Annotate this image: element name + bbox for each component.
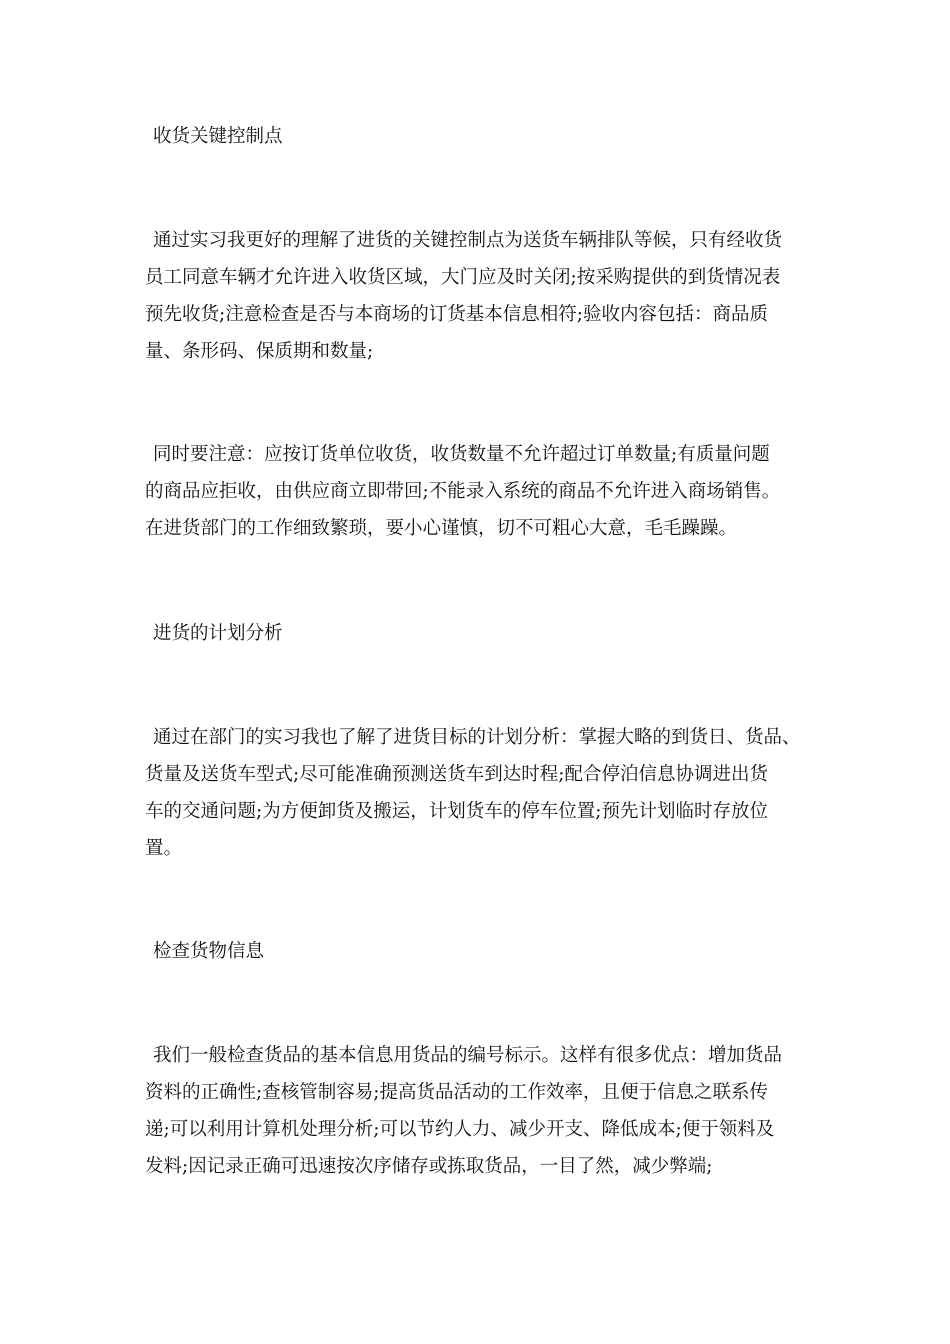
section-heading-inspect-goods-info	[145, 933, 833, 970]
paragraph-line: 员工同意车辆才允许进入收货区域，大门应及时关闭;按采购提供的到货情况表	[145, 267, 781, 288]
paragraph-line: 递;可以利用计算机处理分析;可以节约人力、减少开支、降低成本;便于领料及	[145, 1119, 775, 1140]
paragraph-line: 量、条形码、保质期和数量;	[145, 341, 374, 362]
paragraph-line: 货量及送货车型式;尽可能准确预测送货车到达时程;配合停泊信息协调进出货	[145, 764, 768, 785]
paragraph-receiving-control	[145, 222, 825, 370]
paragraph-line: 预先收货;注意检查是否与本商场的订货基本信息相符;验收内容包括：商品质	[145, 304, 768, 325]
paragraph-line: 在进货部门的工作细致繁琐，要小心谨慎，切不可粗心大意，毛毛躁躁。	[145, 518, 738, 539]
paragraph-line: 发料;因记录正确可迅速按次序储存或拣取货品，一目了然，减少弊端;	[145, 1156, 713, 1177]
paragraph-line: 车的交通问题;为方便卸货及搬运，计划货车的停车位置;预先计划临时存放位	[145, 801, 768, 822]
heading-text: 检查货物信息	[153, 941, 265, 962]
paragraph-line: 通过实习我更好的理解了进货的关键控制点为送货车辆排队等候，只有经收货	[153, 230, 783, 251]
paragraph-line: 同时要注意：应按订货单位收货，收货数量不允许超过订单数量;有质量问题	[153, 444, 770, 465]
paragraph-line: 资料的正确性;查核管制容易;提高货品活动的工作效率，且便于信息之联系传	[145, 1082, 768, 1103]
paragraph-line: 置。	[145, 838, 183, 859]
paragraph-planning-analysis	[145, 719, 825, 867]
paragraph-inspect-goods-info	[145, 1037, 825, 1185]
paragraph-attention-notes	[145, 436, 825, 547]
paragraph-line: 通过在部门的实习我也了解了进货目标的计划分析：掌握大略的到货日、货品、	[153, 727, 801, 748]
section-heading-planning-analysis	[145, 615, 833, 652]
paragraph-line: 我们一般检查货品的基本信息用货品的编号标示。这样有很多优点：增加货品	[153, 1045, 783, 1066]
heading-text: 进货的计划分析	[153, 623, 283, 644]
heading-text: 收货关键控制点	[153, 126, 283, 147]
paragraph-line: 的商品应拒收，由供应商立即带回;不能录入系统的商品不允许进入商场销售。	[145, 481, 781, 502]
section-heading-receiving-control-points	[145, 118, 833, 155]
